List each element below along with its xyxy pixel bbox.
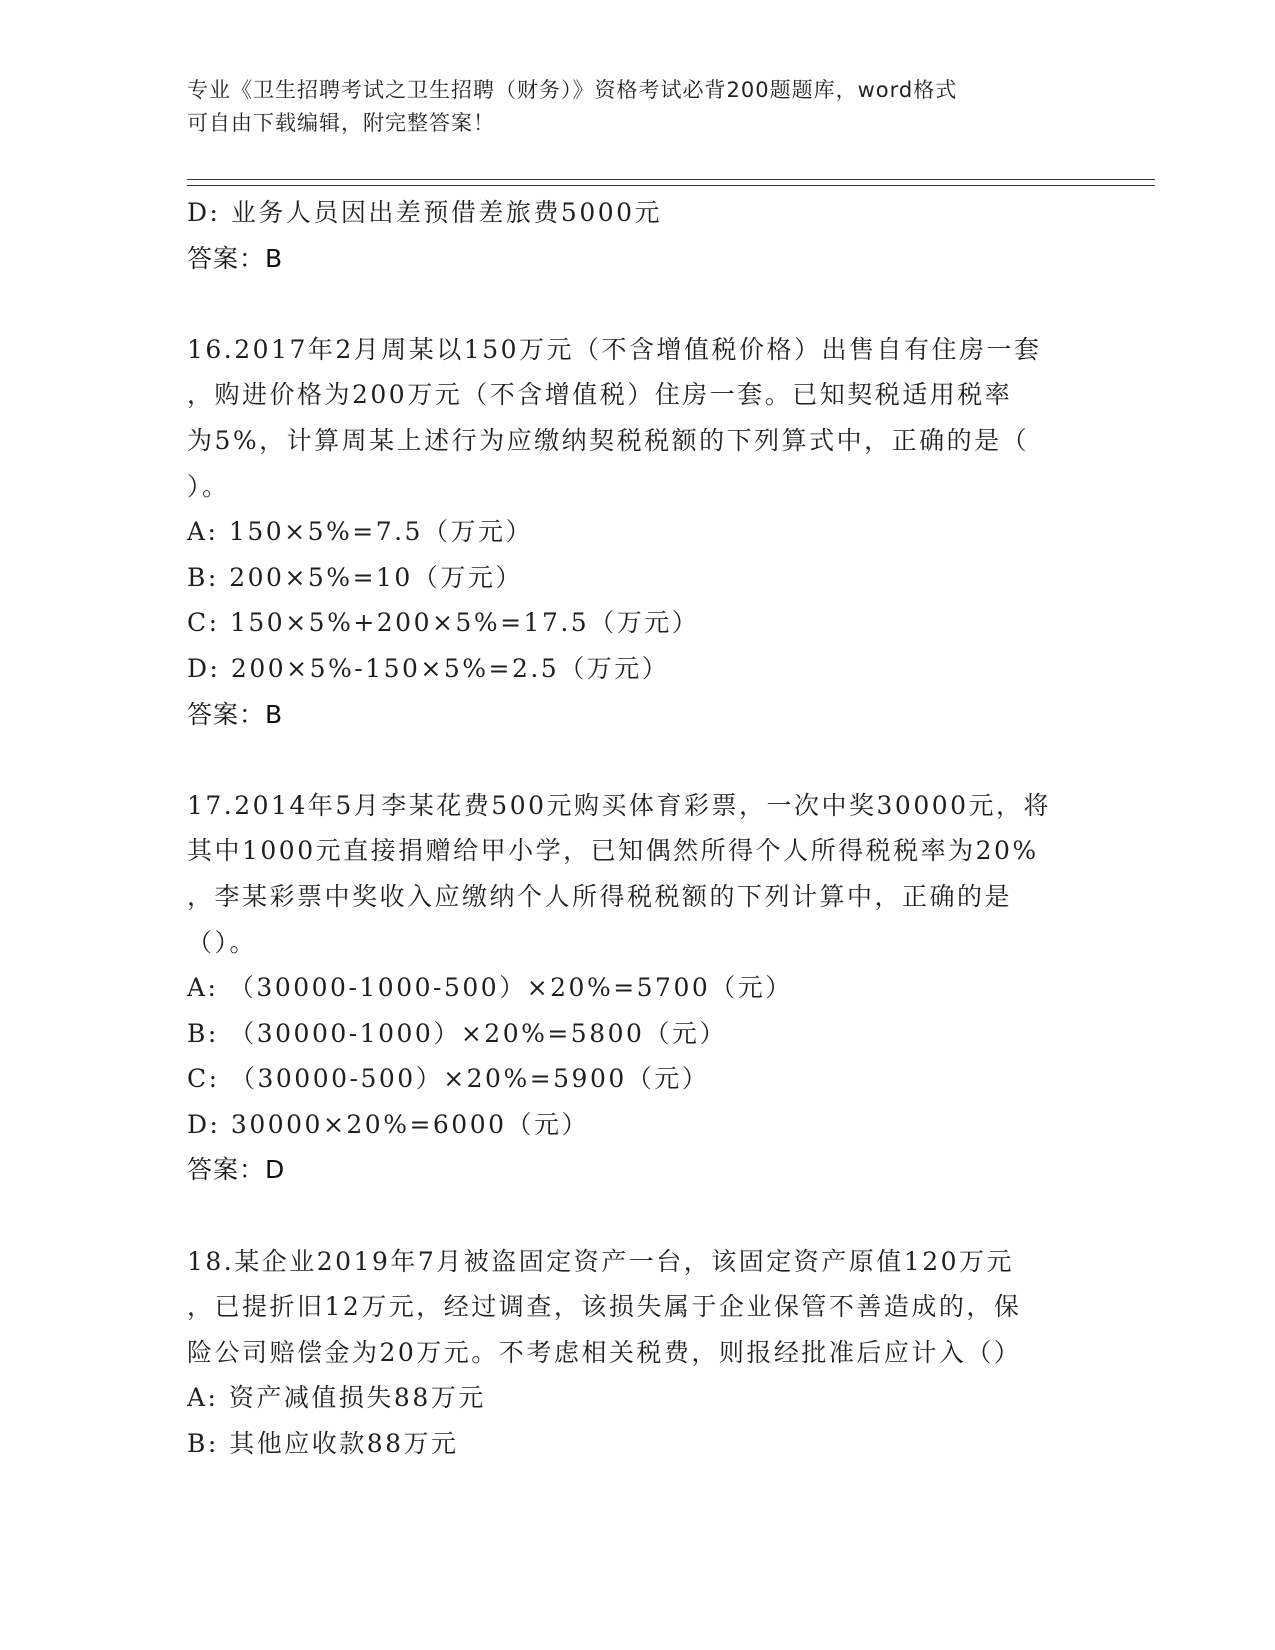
question-text-line: 其中1000元直接捐赠给甲小学，已知偶然所得个人所得税税率为20%	[187, 836, 1039, 866]
question-text-line: 险公司赔偿金为20万元。不考虑相关税费，则报经批准后应计入（）	[187, 1337, 1022, 1367]
question-17	[187, 783, 1087, 1193]
question-16	[187, 327, 1087, 737]
option-a: A: 资产减值损失88万元	[187, 1383, 486, 1413]
spacer	[187, 737, 1087, 783]
document-body	[187, 190, 1087, 1467]
question-text-line: ，李某彩票中奖收入应缴纳个人所得税税额的下列计算中，正确的是	[187, 881, 1013, 911]
question-text-line: ）。	[187, 471, 230, 501]
option-c: C: 150×5%+200×5%=17.5（万元）	[187, 608, 700, 638]
header-divider-bottom	[187, 185, 1155, 186]
spacer	[187, 1193, 1087, 1239]
option-c: C: （30000-500）×20%=5900（元）	[187, 1064, 710, 1094]
option-b: B: 其他应收款88万元	[187, 1429, 459, 1459]
answer-label: 答案：B	[187, 243, 284, 273]
question-text-line: ，购进价格为200万元（不含增值税）住房一套。已知契税适用税率	[187, 380, 1013, 410]
question-text-line: 18.某企业2019年7月被盗固定资产一台，该固定资产原值120万元	[187, 1246, 1015, 1276]
question-text-line: ，已提折旧12万元，经过调查，该损失属于企业保管不善造成的，保	[187, 1292, 1022, 1322]
answer-label: 答案：B	[187, 699, 284, 729]
spacer	[187, 281, 1087, 327]
option-d: D: 30000×20%=6000（元）	[187, 1109, 590, 1139]
option-a: A: （30000-1000-500）×20%=5700（元）	[187, 973, 793, 1003]
previous-question-tail	[187, 190, 1087, 281]
question-text-line: 17.2014年5月李某花费500元购买体育彩票，一次中奖30000元，将	[187, 790, 1052, 820]
option-b: B: 200×5%=10（万元）	[187, 562, 523, 592]
option-a: A: 150×5%=7.5（万元）	[187, 517, 533, 547]
question-text-line: 16.2017年2月周某以150万元（不含增值税价格）出售自有住房一套	[187, 334, 1042, 364]
answer-label: 答案：D	[187, 1155, 286, 1185]
option-d: D: 200×5%-150×5%=2.5（万元）	[187, 653, 670, 683]
question-text-line: 为5%，计算周某上述行为应缴纳契税税额的下列算式中，正确的是（	[187, 425, 1030, 455]
option-b: B: （30000-1000）×20%=5800（元）	[187, 1018, 727, 1048]
question-text-line: （）。	[187, 927, 258, 957]
header-line-1: 专业《卫生招聘考试之卫生招聘（财务）》资格考试必背200题题库，word格式	[187, 78, 958, 102]
option-d: D: 业务人员因出差预借差旅费5000元	[187, 198, 663, 227]
header-divider-top	[187, 179, 1155, 180]
question-18	[187, 1239, 1087, 1467]
header-line-2: 可自由下载编辑，附完整答案！	[187, 111, 495, 135]
document-header	[187, 74, 1077, 140]
